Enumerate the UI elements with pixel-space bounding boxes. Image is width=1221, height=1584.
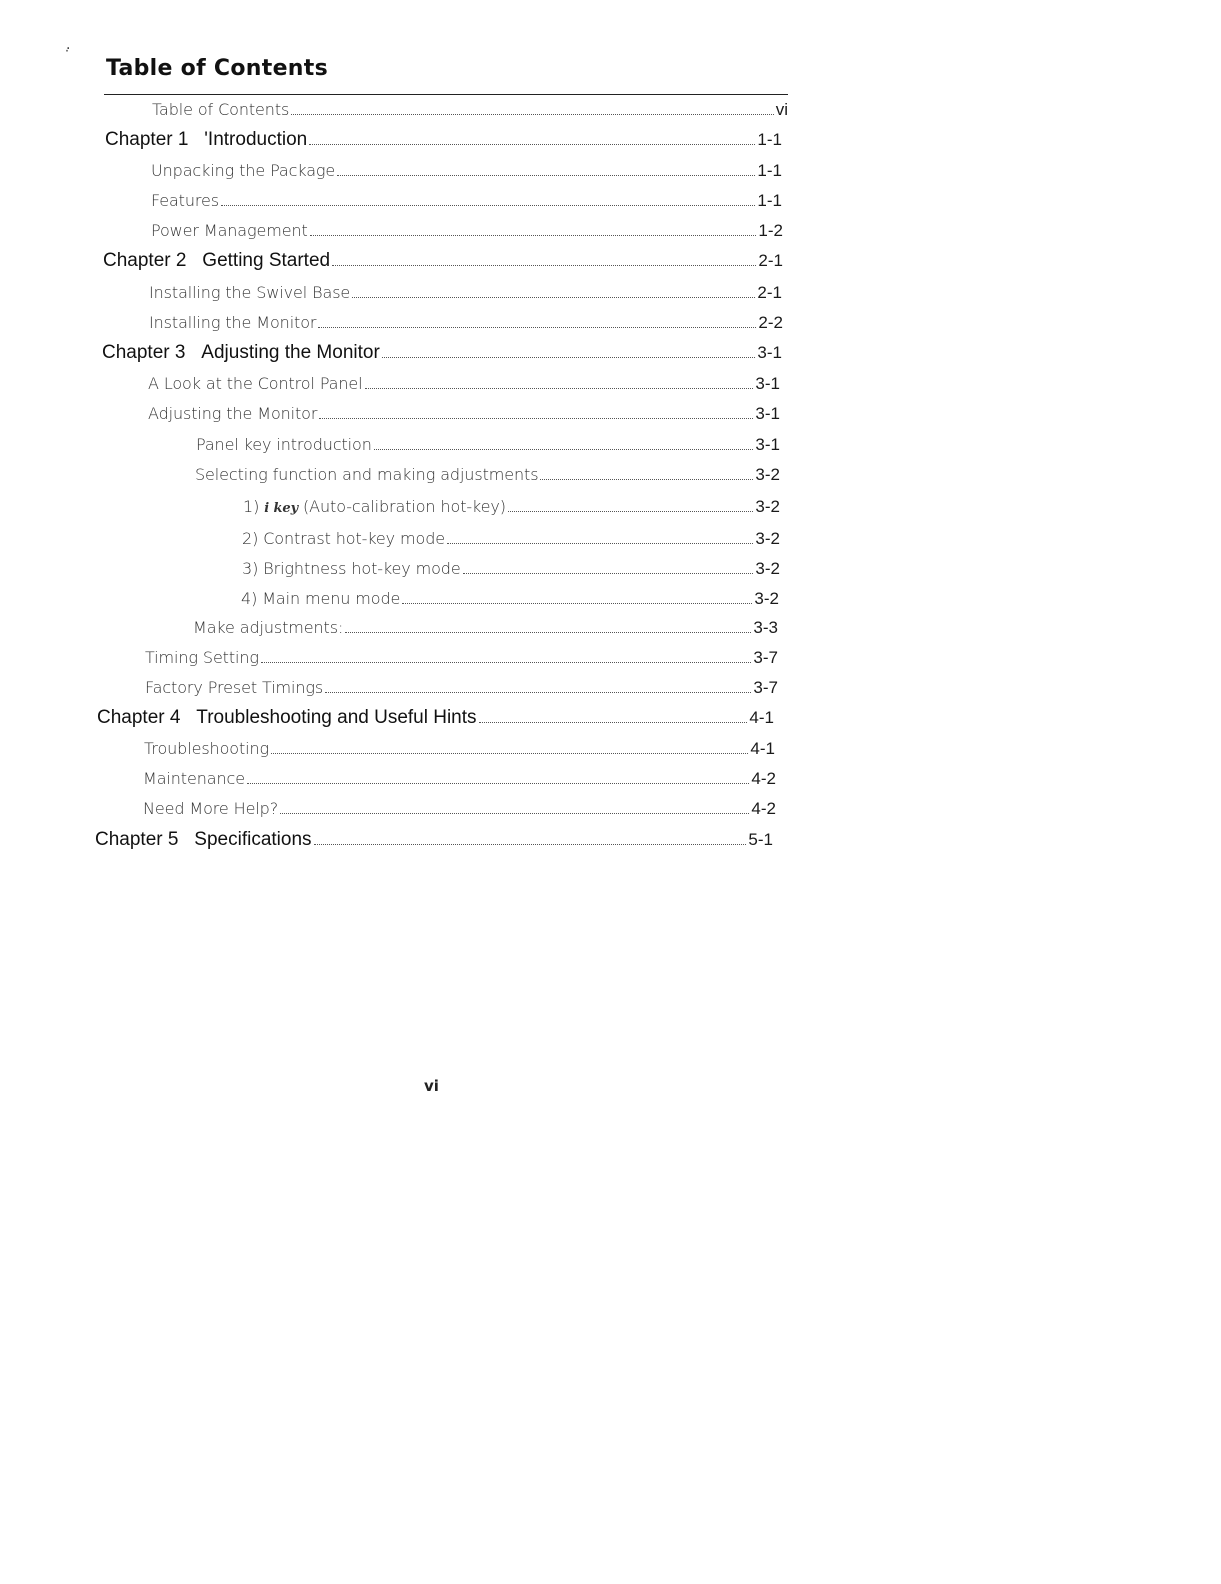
toc-entry[interactable] [143, 769, 776, 789]
toc-entry[interactable] [242, 529, 780, 549]
toc-entry[interactable] [149, 313, 783, 333]
toc-entry-label: Maintenance [143, 769, 245, 788]
item-text: (Auto-calibration hot-key) [303, 497, 506, 516]
toc-entry-label: Panel key introduction [196, 435, 372, 454]
toc-chapter[interactable] [97, 707, 774, 729]
toc-entry-page: 3-1 [755, 435, 780, 454]
toc-entry-page: 3-7 [753, 648, 778, 667]
chapter-number: Chapter 5 [95, 829, 179, 850]
toc-entry-page: 5-1 [748, 830, 773, 849]
toc-entry-page: 3-2 [755, 465, 780, 484]
toc-entry[interactable] [144, 739, 775, 759]
toc-entry-page: vi [775, 100, 788, 119]
chapter-title: Getting Started [202, 250, 331, 271]
dot-leader [374, 449, 754, 450]
page-title: Table of Contents [106, 56, 328, 81]
toc-chapter-heading [102, 342, 380, 364]
chapter-title: Troubleshooting and Useful Hints [196, 707, 477, 728]
toc-chapter-heading [103, 250, 330, 272]
toc-entry-page: 2-1 [757, 283, 782, 302]
toc-entry-label: Need More Help? [143, 799, 279, 818]
dot-leader [310, 235, 757, 236]
toc-entry-label: Installing the Monitor [149, 313, 317, 332]
toc-entry[interactable] [241, 589, 779, 609]
toc-entry[interactable] [196, 435, 780, 455]
toc-entry-label: A Look at the Control Panel [148, 374, 363, 393]
page-number: vi [424, 1077, 439, 1095]
toc-entry-page: 3-1 [755, 404, 780, 423]
dot-leader [318, 327, 756, 328]
dot-leader [540, 479, 753, 480]
toc-entry[interactable] [145, 648, 778, 668]
i-key-icon: i key [264, 501, 299, 516]
toc-entry-page: 4-1 [750, 739, 775, 758]
toc-entry[interactable] [151, 191, 782, 211]
toc-chapter[interactable] [103, 250, 783, 272]
toc-entry-label: Timing Setting [145, 648, 259, 667]
toc-entry-page: 3-1 [757, 343, 782, 362]
toc-entry[interactable] [148, 404, 780, 424]
title-rule [104, 94, 788, 95]
dot-leader [309, 144, 755, 145]
chapter-title: Specifications [194, 829, 312, 850]
toc-entry-page: 1-1 [757, 130, 782, 149]
toc-entry-page: 3-2 [755, 497, 780, 516]
toc-entry-page: 3-7 [753, 678, 778, 697]
chapter-number: Chapter 3 [102, 342, 186, 363]
toc-entry[interactable] [148, 374, 780, 394]
toc-entry-label [243, 497, 506, 516]
dot-leader [402, 603, 752, 604]
dot-leader [332, 265, 756, 266]
dot-leader [221, 205, 755, 206]
toc-entry-page: 3-2 [754, 589, 779, 608]
chapter-number: Chapter 4 [97, 707, 181, 728]
toc-entry-page: 4-2 [751, 769, 776, 788]
dot-leader [447, 543, 753, 544]
toc-entry-page: 4-1 [749, 708, 774, 727]
chapter-number: Chapter 2 [103, 250, 187, 271]
toc-chapter[interactable] [102, 342, 782, 364]
toc-chapter-heading [105, 129, 307, 151]
toc-entry-label: 2) Contrast hot-key mode [242, 529, 446, 548]
toc-entry[interactable] [143, 799, 776, 819]
toc-entry-label: Table of Contents [152, 100, 290, 119]
toc-entry-page: 1-1 [757, 191, 782, 210]
toc-entry[interactable] [149, 283, 782, 303]
toc-entry[interactable] [242, 559, 780, 579]
chapter-title: Adjusting the Monitor [201, 342, 380, 363]
dot-leader [247, 783, 749, 784]
toc-entry-page: 3-2 [755, 559, 780, 578]
dot-leader [479, 722, 748, 723]
toc-entry-label: Selecting function and making adjustments [195, 465, 539, 484]
dot-leader [325, 692, 751, 693]
dot-leader [365, 388, 754, 389]
toc-entry-label: Installing the Swivel Base [149, 283, 351, 302]
toc-entry-label: Power Management [151, 221, 308, 240]
toc-entry[interactable] [151, 161, 782, 181]
toc-entry-label: Adjusting the Monitor [148, 404, 318, 423]
margin-mark: .̣ [66, 37, 71, 53]
dot-leader [271, 753, 748, 754]
toc-entry[interactable] [195, 465, 780, 485]
toc-entry-label: 4) Main menu mode [241, 589, 401, 608]
dot-leader [345, 632, 751, 633]
dot-leader [314, 844, 747, 845]
dot-leader [463, 573, 754, 574]
dot-leader [291, 114, 773, 115]
toc-entry[interactable] [145, 678, 778, 698]
toc-chapter-heading [95, 829, 312, 851]
toc-entry-label: Features [151, 191, 219, 210]
toc-chapter[interactable] [95, 829, 773, 851]
dot-leader [337, 175, 755, 176]
dot-leader [280, 813, 749, 814]
toc-entry-page: 2-2 [758, 313, 783, 332]
toc-entry-page: 3-2 [755, 529, 780, 548]
toc-entry-label: Factory Preset Timings [145, 678, 324, 697]
chapter-number: Chapter 1 [105, 129, 189, 150]
toc-entry-label: 3) Brightness hot-key mode [242, 559, 461, 578]
dot-leader [508, 511, 754, 512]
dot-leader [319, 418, 753, 419]
toc-entry-page: 1-1 [757, 161, 782, 180]
toc-entry[interactable] [151, 221, 783, 241]
dot-leader [382, 357, 756, 358]
toc-entry-page: 1-2 [758, 221, 783, 240]
chapter-title: 'Introduction [204, 129, 308, 150]
dot-leader [261, 662, 752, 663]
toc-entry-page: 4-2 [751, 799, 776, 818]
toc-entry-label: Make adjustments: [193, 618, 344, 637]
toc-entry[interactable] [193, 618, 778, 638]
item-prefix: 1) [243, 497, 260, 516]
toc-chapter-heading [97, 707, 477, 729]
toc-entry-page: 3-3 [753, 618, 778, 637]
toc-chapter[interactable] [105, 129, 782, 151]
toc-entry[interactable] [243, 497, 780, 517]
toc-entry[interactable] [152, 100, 788, 120]
dot-leader [352, 297, 755, 298]
toc-entry-label: Unpacking the Package [151, 161, 336, 180]
toc-entry-page: 3-1 [755, 374, 780, 393]
toc-entry-label: Troubleshooting [144, 739, 270, 758]
toc-entry-page: 2-1 [758, 251, 783, 270]
